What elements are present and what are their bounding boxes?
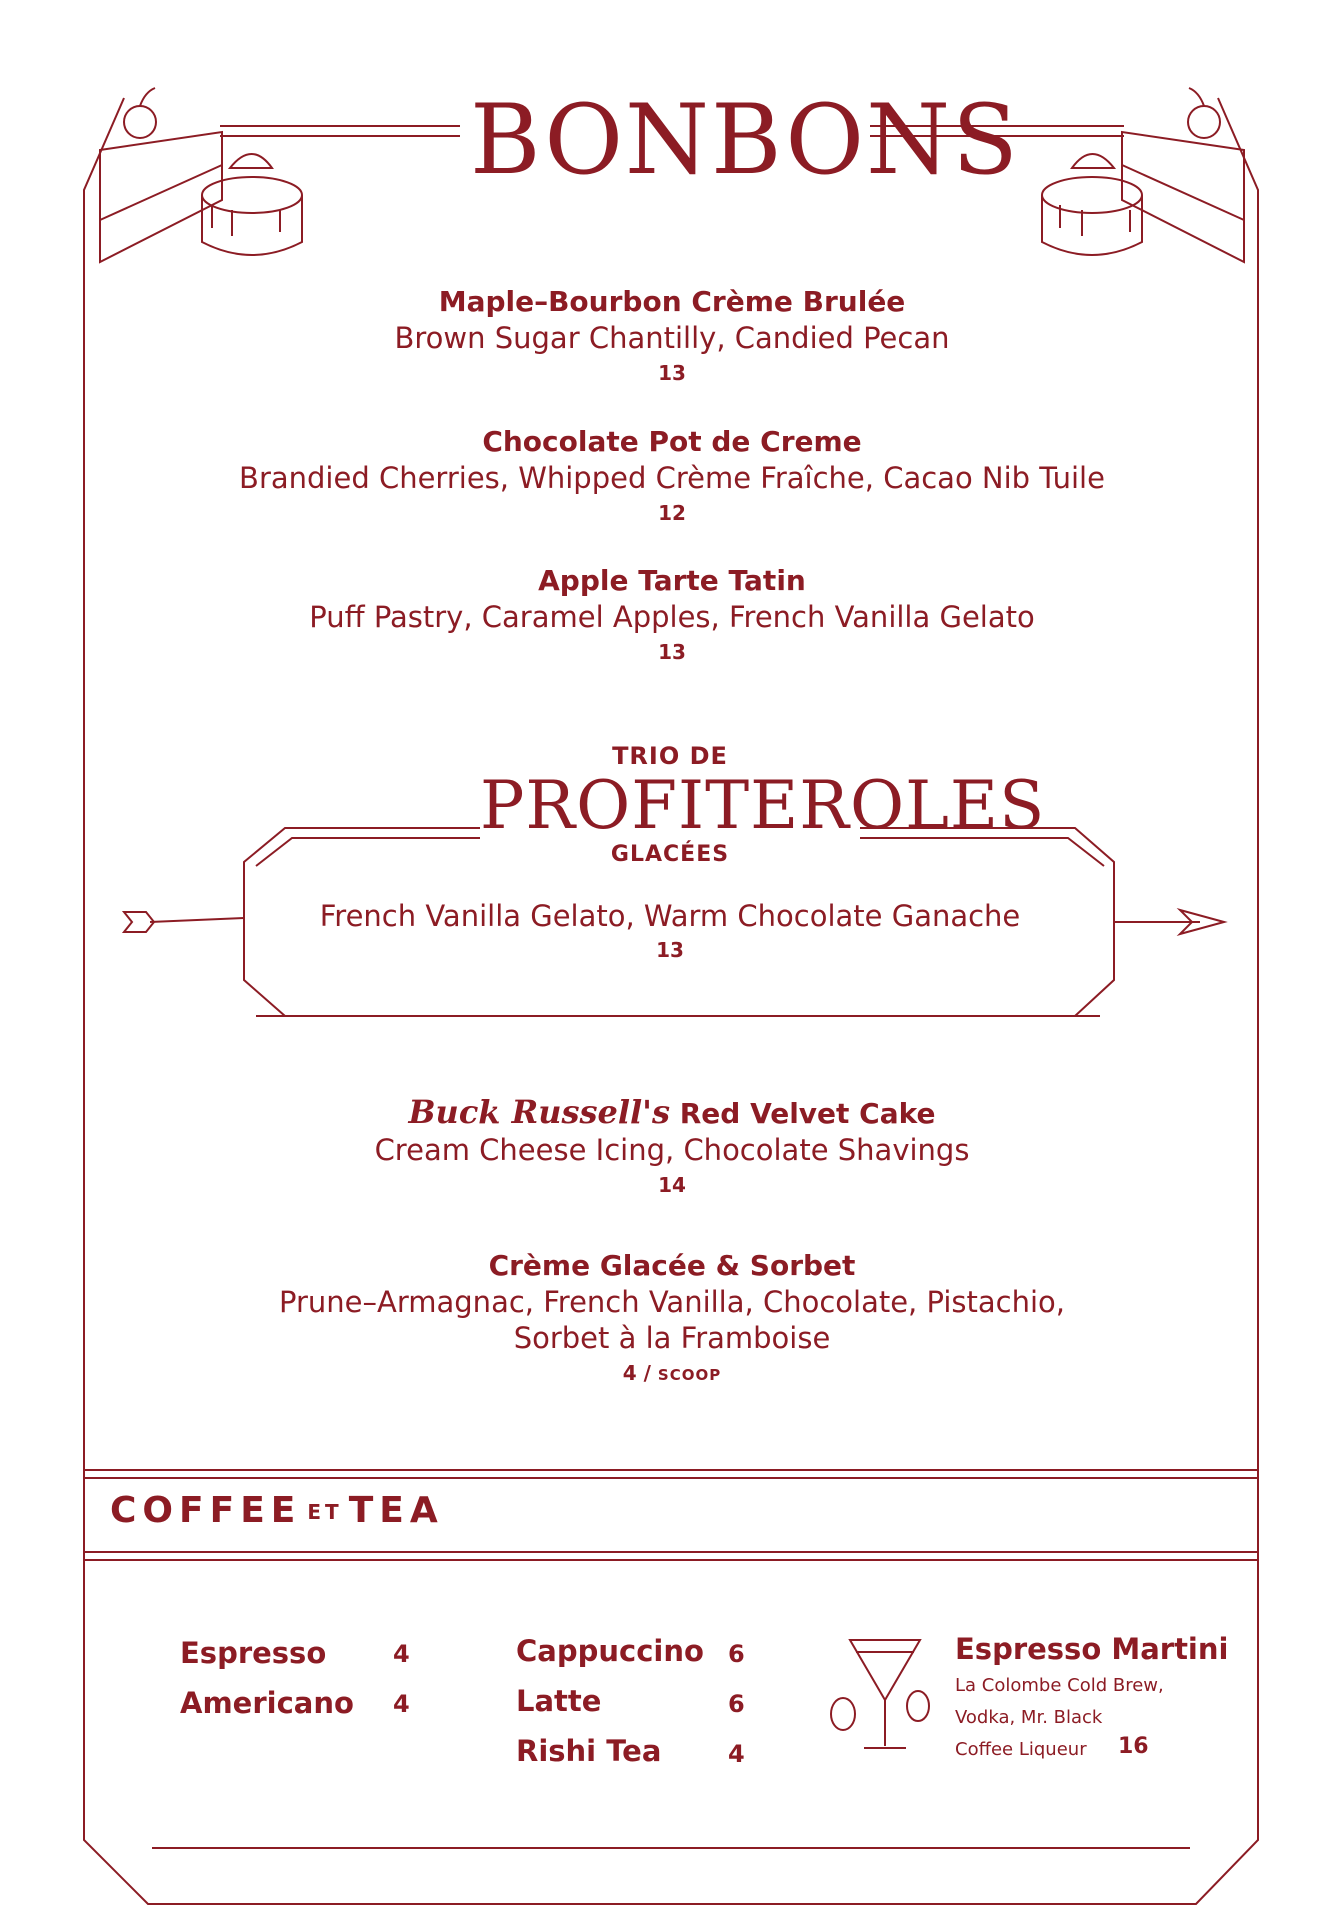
glace-price: 4 / [622,1361,651,1385]
coffee-tea-heading [110,1490,444,1531]
drink-name: Espresso [180,1636,327,1670]
heading-tea: TEA [348,1490,444,1531]
dessert-name: Chocolate Pot de Creme [482,425,862,458]
cake-item [0,1094,1344,1202]
drink-price: 4 [393,1690,410,1718]
glace-description-line2: Sorbet à la Framboise [513,1321,831,1355]
glace-item [0,1248,1344,1392]
drink-name: Americano [180,1686,354,1720]
dessert-description: Brandied Cherries, Whipped Crème Fraîche, Cacao Nib Tuile [239,461,1105,495]
glace-description-line1: Prune–Armagnac, French Vanilla, Chocolate, Pistachio, [279,1285,1065,1319]
martini-glass-icon [831,1640,929,1748]
martini-line1: La Colombe Cold Brew, [955,1675,1164,1696]
drink-price: 4 [393,1640,410,1668]
dessert-price: 13 [658,640,686,664]
drink-price: 6 [728,1690,745,1718]
martini-line3: Coffee Liqueur [955,1739,1087,1760]
feature-description: French Vanilla Gelato, Warm Chocolate Ganache [319,899,1021,933]
cake-description: Cream Cheese Icing, Chocolate Shavings [374,1133,970,1167]
dessert-price: 13 [658,361,686,385]
feature-subtitle-top: TRIO DE [612,742,728,770]
heading-coffee: COFFEE [110,1490,302,1531]
drink-price: 6 [728,1640,745,1668]
glace-name: Crème Glacée & Sorbet [488,1249,856,1282]
cake-script-label: Buck Russell's [408,1093,670,1131]
martini-price: 16 [1118,1734,1149,1759]
feature-subtitle-bottom: GLACÉES [610,842,730,867]
drink-name: Cappuccino [516,1634,704,1668]
cake-slice-right-icon [1042,88,1244,262]
heading-et: ET [307,1500,343,1524]
cake-name: Red Velvet Cake [679,1097,936,1130]
dessert-price: 12 [658,501,686,525]
cake-price: 14 [658,1173,686,1197]
dessert-item [0,284,1344,390]
feature-title: PROFITEROLES [480,767,1046,844]
dessert-item [0,563,1344,669]
martini-name: Espresso Martini [955,1632,1229,1666]
dessert-description: Brown Sugar Chantilly, Candied Pecan [394,321,950,355]
glace-unit: SCOOP [657,1366,722,1384]
drink-price: 4 [728,1740,745,1768]
cake-slice-left-icon [100,88,302,262]
martini-line2: Vodka, Mr. Black [955,1707,1103,1728]
dessert-item [0,424,1344,530]
drink-name: Latte [516,1684,602,1718]
feature-price: 13 [656,938,684,962]
dessert-description: Puff Pastry, Caramel Apples, French Vanilla Gelato [309,600,1035,634]
drink-name: Rishi Tea [516,1734,662,1768]
dessert-name: Apple Tarte Tatin [538,564,806,597]
dessert-name: Maple–Bourbon Crème Brulée [438,285,906,318]
menu-title: BONBONS [470,84,1020,196]
